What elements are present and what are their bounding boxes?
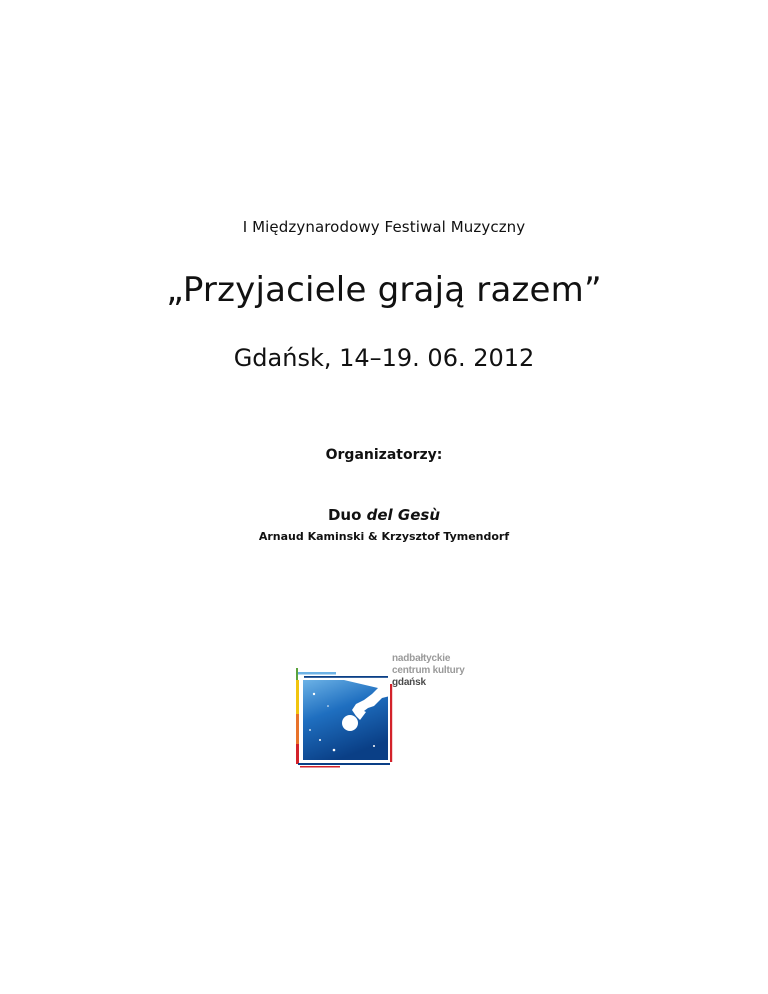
organizer-group (0, 506, 768, 524)
organizers-heading: Organizatorzy: (325, 447, 443, 463)
nck-logo-line1: nadbałtyckie (392, 653, 451, 664)
organizer-group-name: del Gesù (366, 506, 441, 524)
nck-logo (294, 650, 484, 768)
festival-title: „Przyjaciele grają razem” (166, 270, 602, 310)
festival-dates: Gdańsk, 14–19. 06. 2012 (233, 344, 535, 372)
nck-logo-text (392, 653, 465, 689)
organizer-members: Arnaud Kaminski & Krzysztof Tymendorf (258, 530, 510, 543)
nck-logo-line2: centrum kultury (392, 665, 465, 676)
festival-name: I Międzynarodowy Festiwal Muzyczny (242, 218, 526, 236)
nck-logo-line3: gdańsk (392, 677, 426, 688)
organizer-group-prefix: Duo (327, 506, 362, 524)
